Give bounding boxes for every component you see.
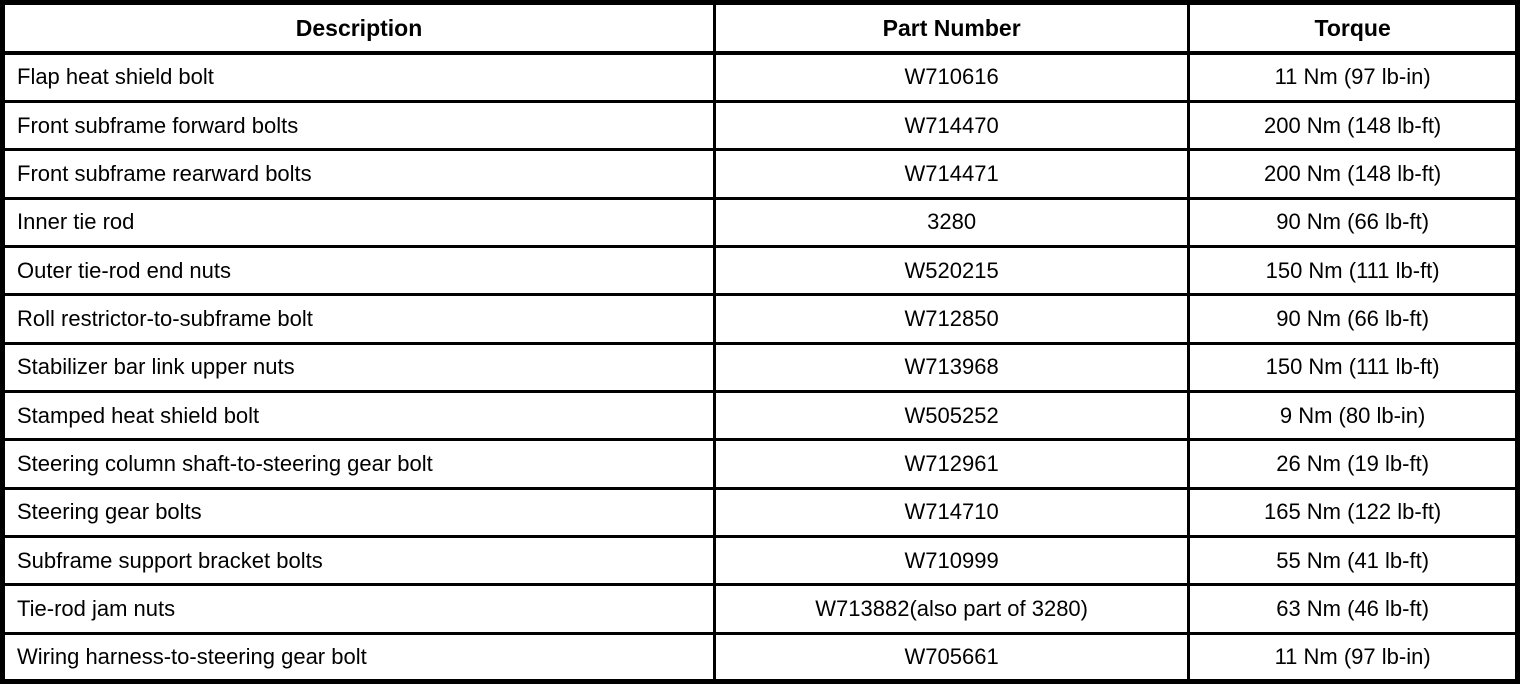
table-header-row	[3, 3, 1518, 54]
cell-description: Flap heat shield bolt	[3, 53, 715, 101]
cell-description: Stabilizer bar link upper nuts	[3, 343, 715, 391]
cell-part-number: W712961	[715, 440, 1189, 488]
cell-torque: 150 Nm (111 lb-ft)	[1189, 246, 1518, 294]
cell-description: Tie-rod jam nuts	[3, 585, 715, 633]
cell-description: Front subframe rearward bolts	[3, 150, 715, 198]
cell-description: Subframe support bracket bolts	[3, 536, 715, 584]
cell-part-number: W710616	[715, 53, 1189, 101]
cell-torque: 90 Nm (66 lb-ft)	[1189, 295, 1518, 343]
table-row	[3, 440, 1518, 488]
cell-description: Steering gear bolts	[3, 488, 715, 536]
cell-torque: 55 Nm (41 lb-ft)	[1189, 536, 1518, 584]
cell-torque: 200 Nm (148 lb-ft)	[1189, 150, 1518, 198]
cell-description: Wiring harness-to-steering gear bolt	[3, 633, 715, 681]
cell-part-number: 3280	[715, 198, 1189, 246]
table-row	[3, 198, 1518, 246]
cell-torque: 63 Nm (46 lb-ft)	[1189, 585, 1518, 633]
cell-part-number: W705661	[715, 633, 1189, 681]
table-row	[3, 585, 1518, 633]
cell-description: Stamped heat shield bolt	[3, 391, 715, 439]
cell-torque: 200 Nm (148 lb-ft)	[1189, 101, 1518, 149]
cell-torque: 26 Nm (19 lb-ft)	[1189, 440, 1518, 488]
cell-torque: 90 Nm (66 lb-ft)	[1189, 198, 1518, 246]
cell-torque: 11 Nm (97 lb-in)	[1189, 53, 1518, 101]
cell-torque: 9 Nm (80 lb-in)	[1189, 391, 1518, 439]
table-row	[3, 295, 1518, 343]
cell-description: Roll restrictor-to-subframe bolt	[3, 295, 715, 343]
cell-part-number: W520215	[715, 246, 1189, 294]
table-row	[3, 101, 1518, 149]
table-row	[3, 246, 1518, 294]
cell-part-number: W710999	[715, 536, 1189, 584]
header-part-number: Part Number	[715, 3, 1189, 54]
table-row	[3, 391, 1518, 439]
cell-part-number: W505252	[715, 391, 1189, 439]
cell-torque: 11 Nm (97 lb-in)	[1189, 633, 1518, 681]
cell-torque: 165 Nm (122 lb-ft)	[1189, 488, 1518, 536]
cell-description: Steering column shaft-to-steering gear bolt	[3, 440, 715, 488]
header-description: Description	[3, 3, 715, 54]
cell-description: Front subframe forward bolts	[3, 101, 715, 149]
cell-part-number: W713968	[715, 343, 1189, 391]
cell-part-number: W712850	[715, 295, 1189, 343]
cell-part-number: W714470	[715, 101, 1189, 149]
cell-torque: 150 Nm (111 lb-ft)	[1189, 343, 1518, 391]
table-row	[3, 53, 1518, 101]
cell-description: Outer tie-rod end nuts	[3, 246, 715, 294]
table-row	[3, 536, 1518, 584]
cell-description: Inner tie rod	[3, 198, 715, 246]
table-row	[3, 633, 1518, 681]
cell-part-number: W714710	[715, 488, 1189, 536]
header-torque: Torque	[1189, 3, 1518, 54]
table-row	[3, 488, 1518, 536]
table-row	[3, 343, 1518, 391]
cell-part-number: W714471	[715, 150, 1189, 198]
cell-part-number: W713882(also part of 3280)	[715, 585, 1189, 633]
table-row	[3, 150, 1518, 198]
